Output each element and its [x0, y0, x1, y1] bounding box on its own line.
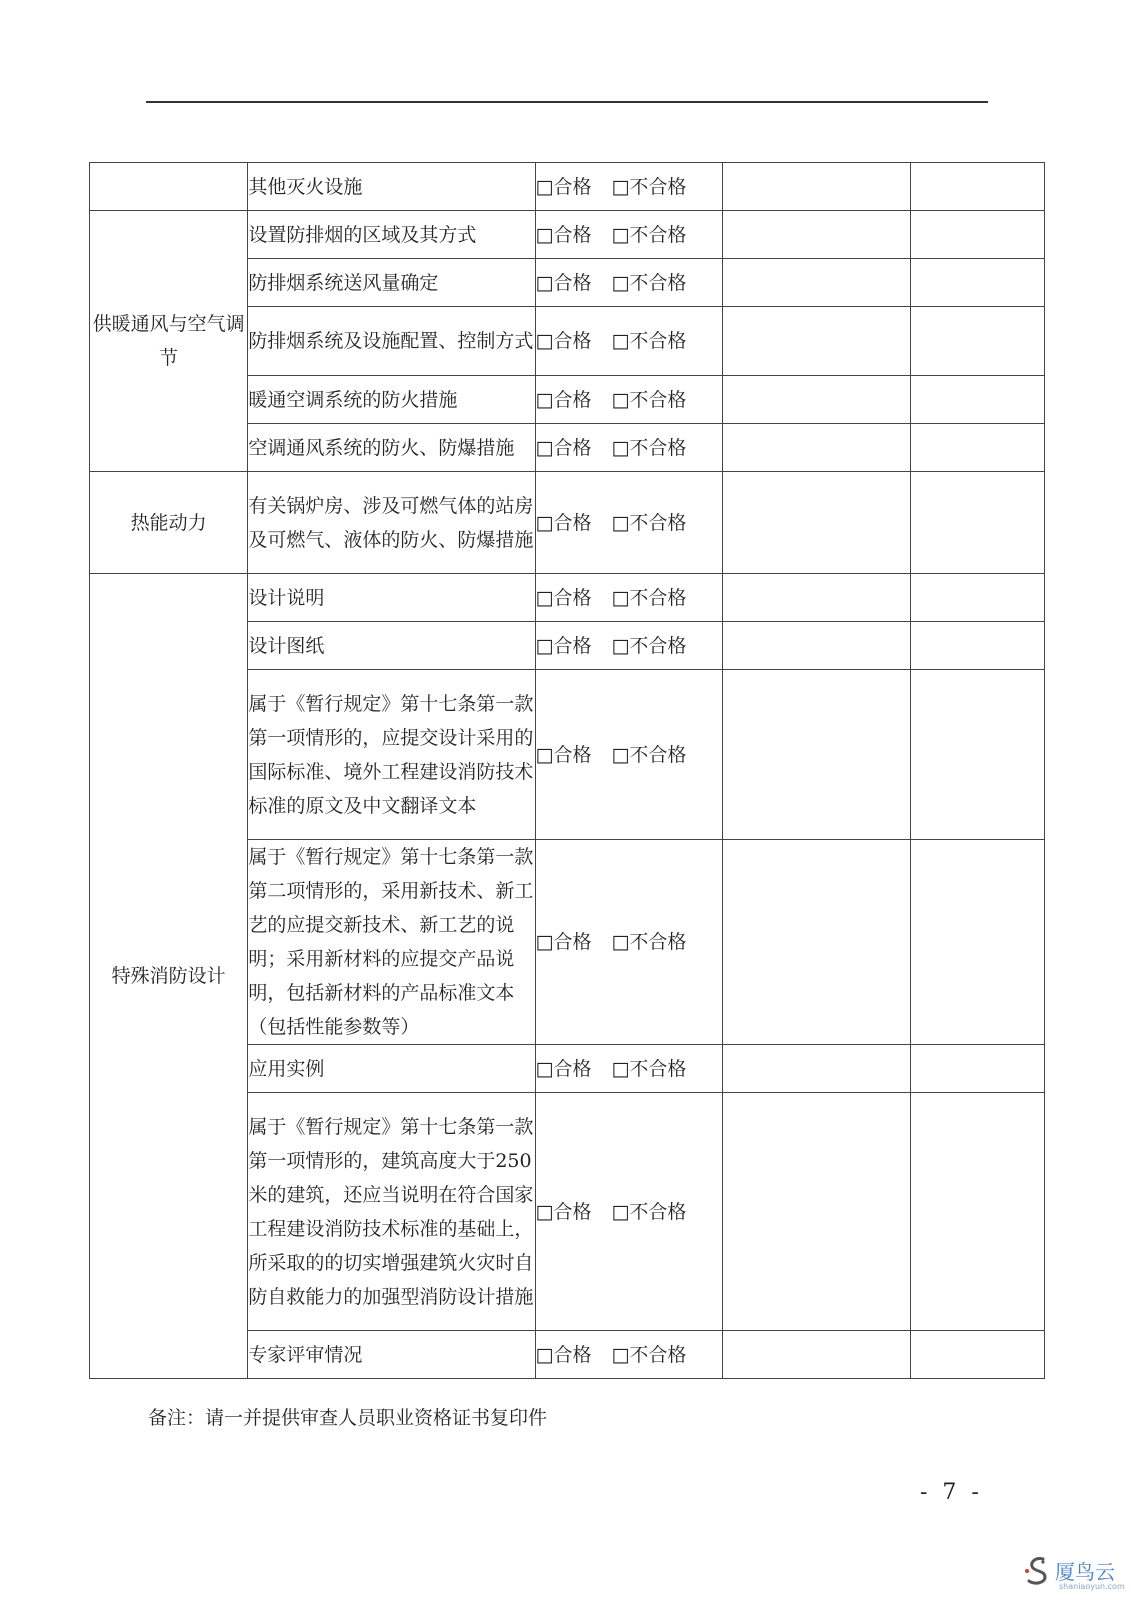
- pass-checkbox[interactable]: □合格: [535, 388, 592, 411]
- item-cell: 其他灭火设施: [248, 163, 535, 211]
- remark-cell: [723, 1045, 911, 1093]
- signature-cell: [911, 259, 1045, 307]
- result-cell: [535, 622, 723, 670]
- pass-checkbox[interactable]: □合格: [535, 511, 592, 534]
- remark-cell: [723, 211, 911, 259]
- item-cell: 防排烟系统送风量确定: [248, 259, 535, 307]
- table-row: [90, 211, 1045, 259]
- remark-cell: [723, 163, 911, 211]
- remark-cell: [723, 472, 911, 574]
- signature-cell: [911, 1331, 1045, 1379]
- pass-checkbox[interactable]: □合格: [535, 931, 592, 953]
- remark-cell: [723, 259, 911, 307]
- signature-cell: [911, 574, 1045, 622]
- remark-cell: [723, 574, 911, 622]
- signature-cell: [911, 163, 1045, 211]
- watermark-url: shaniaoyun.com: [1059, 1582, 1125, 1591]
- header-rule: [146, 101, 988, 103]
- result-cell: [535, 211, 723, 259]
- signature-cell: [911, 840, 1045, 1045]
- review-table: [89, 162, 1045, 1379]
- pass-checkbox[interactable]: □合格: [535, 223, 592, 246]
- signature-cell: [911, 1045, 1045, 1093]
- fail-checkbox[interactable]: □不合格: [611, 931, 687, 953]
- pass-checkbox[interactable]: □合格: [535, 330, 592, 352]
- fail-checkbox[interactable]: □不合格: [611, 271, 687, 294]
- item-cell: 空调通风系统的防火、防爆措施: [248, 424, 535, 472]
- table-row: [90, 574, 1045, 622]
- pass-checkbox[interactable]: □合格: [535, 1200, 592, 1223]
- pass-checkbox[interactable]: □合格: [535, 436, 592, 459]
- pass-checkbox[interactable]: □合格: [535, 1343, 592, 1366]
- fail-checkbox[interactable]: □不合格: [611, 634, 687, 657]
- category-cell: 热能动力: [90, 472, 248, 574]
- remark-cell: [723, 622, 911, 670]
- signature-cell: [911, 622, 1045, 670]
- result-cell: [535, 259, 723, 307]
- fail-checkbox[interactable]: □不合格: [611, 388, 687, 411]
- fail-checkbox[interactable]: □不合格: [611, 1057, 687, 1080]
- table-row: [90, 472, 1045, 574]
- pass-checkbox[interactable]: □合格: [535, 1057, 592, 1080]
- item-cell: 有关锅炉房、涉及可燃气体的站房及可燃气、液体的防火、防爆措施: [248, 472, 535, 574]
- signature-cell: [911, 211, 1045, 259]
- watermark-name: 厦鸟云: [1055, 1560, 1115, 1584]
- item-cell: 属于《暂行规定》第十七条第一款第一项情形的，应提交设计采用的国际标准、境外工程建设消防技术标准的原文及中文翻译文本: [248, 670, 535, 840]
- result-cell: [535, 472, 723, 574]
- fail-checkbox[interactable]: □不合格: [611, 511, 687, 534]
- signature-cell: [911, 472, 1045, 574]
- category-cell: 供暖通风与空气调节: [90, 211, 248, 472]
- pass-checkbox[interactable]: □合格: [535, 175, 592, 198]
- result-cell: [535, 574, 723, 622]
- remark-cell: [723, 307, 911, 376]
- pass-checkbox[interactable]: □合格: [535, 586, 592, 609]
- signature-cell: [911, 307, 1045, 376]
- result-cell: [535, 376, 723, 424]
- remark-cell: [723, 376, 911, 424]
- result-cell: [535, 424, 723, 472]
- item-cell: 设置防排烟的区域及其方式: [248, 211, 535, 259]
- category-cell: 特殊消防设计: [90, 574, 248, 1379]
- page-number: - 7 -: [920, 1480, 983, 1505]
- item-cell: 属于《暂行规定》第十七条第一款第二项情形的，采用新技术、新工艺的应提交新技术、新工艺的说明；采用新材料的应提交产品说明，包括新材料的产品标准文本（包括性能参数等）: [248, 840, 535, 1045]
- result-cell: [535, 1331, 723, 1379]
- result-cell: [535, 307, 723, 376]
- fail-checkbox[interactable]: □不合格: [611, 1343, 687, 1366]
- table-row: [90, 163, 1045, 211]
- fail-checkbox[interactable]: □不合格: [611, 1200, 687, 1223]
- signature-cell: [911, 1093, 1045, 1331]
- remark-cell: [723, 1093, 911, 1331]
- remark-cell: [723, 840, 911, 1045]
- result-cell: [535, 1045, 723, 1093]
- item-cell: 设计说明: [248, 574, 535, 622]
- remark-cell: [723, 424, 911, 472]
- fail-checkbox[interactable]: □不合格: [611, 330, 687, 352]
- item-cell: 设计图纸: [248, 622, 535, 670]
- result-cell: [535, 163, 723, 211]
- fail-checkbox[interactable]: □不合格: [611, 223, 687, 246]
- result-cell: [535, 1093, 723, 1331]
- signature-cell: [911, 670, 1045, 840]
- item-cell: 属于《暂行规定》第十七条第一款第一项情形的，建筑高度大于250米的建筑，还应当说明在符合国家工程建设消防技术标准的基础上，所采取的的切实增强建筑火灾时自防自救能力的加强型消防设计措施: [248, 1093, 535, 1331]
- watermark-logo: [1023, 1553, 1123, 1595]
- category-cell: [90, 163, 248, 211]
- footnote: 备注：请一并提供审查人员职业资格证书复印件: [148, 1407, 548, 1429]
- remark-cell: [723, 670, 911, 840]
- fail-checkbox[interactable]: □不合格: [611, 743, 687, 766]
- bird-logo-icon: [1023, 1555, 1053, 1587]
- signature-cell: [911, 424, 1045, 472]
- remark-cell: [723, 1331, 911, 1379]
- item-cell: 专家评审情况: [248, 1331, 535, 1379]
- fail-checkbox[interactable]: □不合格: [611, 436, 687, 459]
- pass-checkbox[interactable]: □合格: [535, 634, 592, 657]
- item-cell: 防排烟系统及设施配置、控制方式: [248, 307, 535, 376]
- fail-checkbox[interactable]: □不合格: [611, 586, 687, 609]
- pass-checkbox[interactable]: □合格: [535, 743, 592, 766]
- fail-checkbox[interactable]: □不合格: [611, 175, 687, 198]
- pass-checkbox[interactable]: □合格: [535, 271, 592, 294]
- result-cell: [535, 840, 723, 1045]
- item-cell: 应用实例: [248, 1045, 535, 1093]
- signature-cell: [911, 376, 1045, 424]
- result-cell: [535, 670, 723, 840]
- item-cell: 暖通空调系统的防火措施: [248, 376, 535, 424]
